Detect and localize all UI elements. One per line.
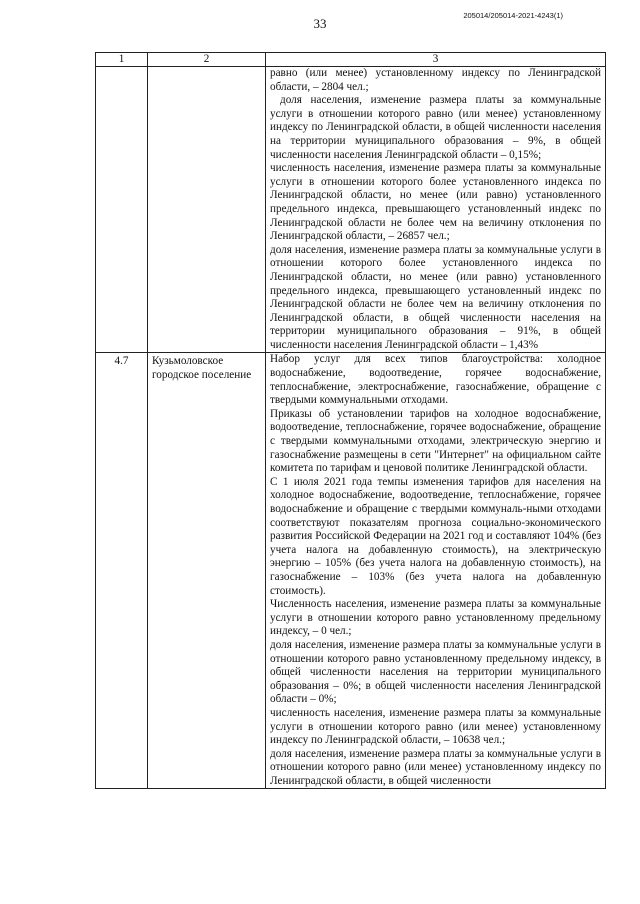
column-header-2: 2 <box>148 53 266 67</box>
table-row <box>96 353 606 789</box>
paragraph: доля населения, изменение размера платы за коммунальные услуги в отношении которого равно (или менее) установленному индексу по Ленинградской области, в общей численности <box>270 747 601 787</box>
paragraph: доля населения, изменение размера платы за коммунальные услуги в отношении которого равно (или менее) установленному индексу по Ленинградской области, в общей численности населения на территории муниципального образования – 9%, в общей численности населения Ленинградской области – 0,15%; <box>270 94 601 161</box>
paragraph: доля населения, изменение размера платы за коммунальные услуги в отношении которого равно установленному предельному индексу, в общей численности населения на территории муниципального образования – 0%; в общей численности населения Ленинградской области – 0%; <box>270 638 601 706</box>
row-content <box>266 353 606 789</box>
paragraph: численность населения, изменение размера платы за коммунальные услуги в отношении которого равно (или менее) установленному индексу по Ленинградской области, – 10638 чел.; <box>270 706 601 747</box>
column-header-1: 1 <box>96 53 148 67</box>
tariff-table <box>95 52 606 789</box>
paragraph: доля населения, изменение размера платы за коммунальные услуги в отношении которого более установленного индекса по Ленинградской области, но менее (или равно) установленного предельного индекса, превышающего установленный индекс по Ленинградской области не более чем на величину отклонения по Ленинградской области, в общей численности населения на территории муниципального образования – 91%, в общей численности населения Ленинградской области – 1,43% <box>270 243 601 351</box>
paragraph: Набор услуг для всех типов благоустройства: холодное водоснабжение, водоотведение, горячее водоснабжение, теплоснабжение, электроснабжение, газоснабжение, обращение с твердыми коммунальными отходами. <box>270 353 601 407</box>
municipality-name: Кузьмоловское городское поселение <box>148 353 266 789</box>
table-row <box>96 67 606 353</box>
paragraph: равно (или менее) установленному индексу по Ленинградской области, – 2804 чел.; <box>270 67 601 93</box>
row-number: 4.7 <box>96 353 148 789</box>
table-header-row <box>96 53 606 67</box>
document-id: 205014/205014-2021-4243(1) <box>463 11 563 20</box>
column-header-3: 3 <box>266 53 606 67</box>
page-number: 33 <box>313 16 327 31</box>
row-content <box>266 67 606 353</box>
paragraph: численность населения, изменение размера платы за коммунальные услуги в отношении которого более установленного индекса по Ленинградской области, но менее (или равно) установленного предельного индекса, превышающего установленный индекс по Ленинградской области не более чем на величину отклонения по Ленинградской области, – 26857 чел.; <box>270 162 601 243</box>
paragraph: С 1 июля 2021 года темпы изменения тарифов для населения на холодное водоснабжение, водоотведение, теплоснабжение, горячее водоснабжение и обращение с твердыми коммуналь-ными отходами соответствуют показателям прогноза социально-экономического развития Российской Федерации на 2021 год и составляют 104% (без учета налога на добавленную стоимость), на электрическую энергию – 105% (без учета налога на добавленную стоимость), на газоснабжение – 103% (без учета налога на добавленную стоимость). <box>270 475 601 597</box>
paragraph: Численность населения, изменение размера платы за коммунальные услуги в отношении которого равно установленному предельному индексу, – 0 чел.; <box>270 598 601 638</box>
municipality-name <box>148 67 266 353</box>
row-number <box>96 67 148 353</box>
paragraph: Приказы об установлении тарифов на холодное водоснабжение, водоотведение, теплоснабжение, горячее водоснабжение, обращение с твердыми коммунальными отходами, электрическую энергию и газоснабжение размещены в сети "Интернет" на официальном сайте комитета по тарифам и ценовой политике Ленинградской области. <box>270 407 601 475</box>
